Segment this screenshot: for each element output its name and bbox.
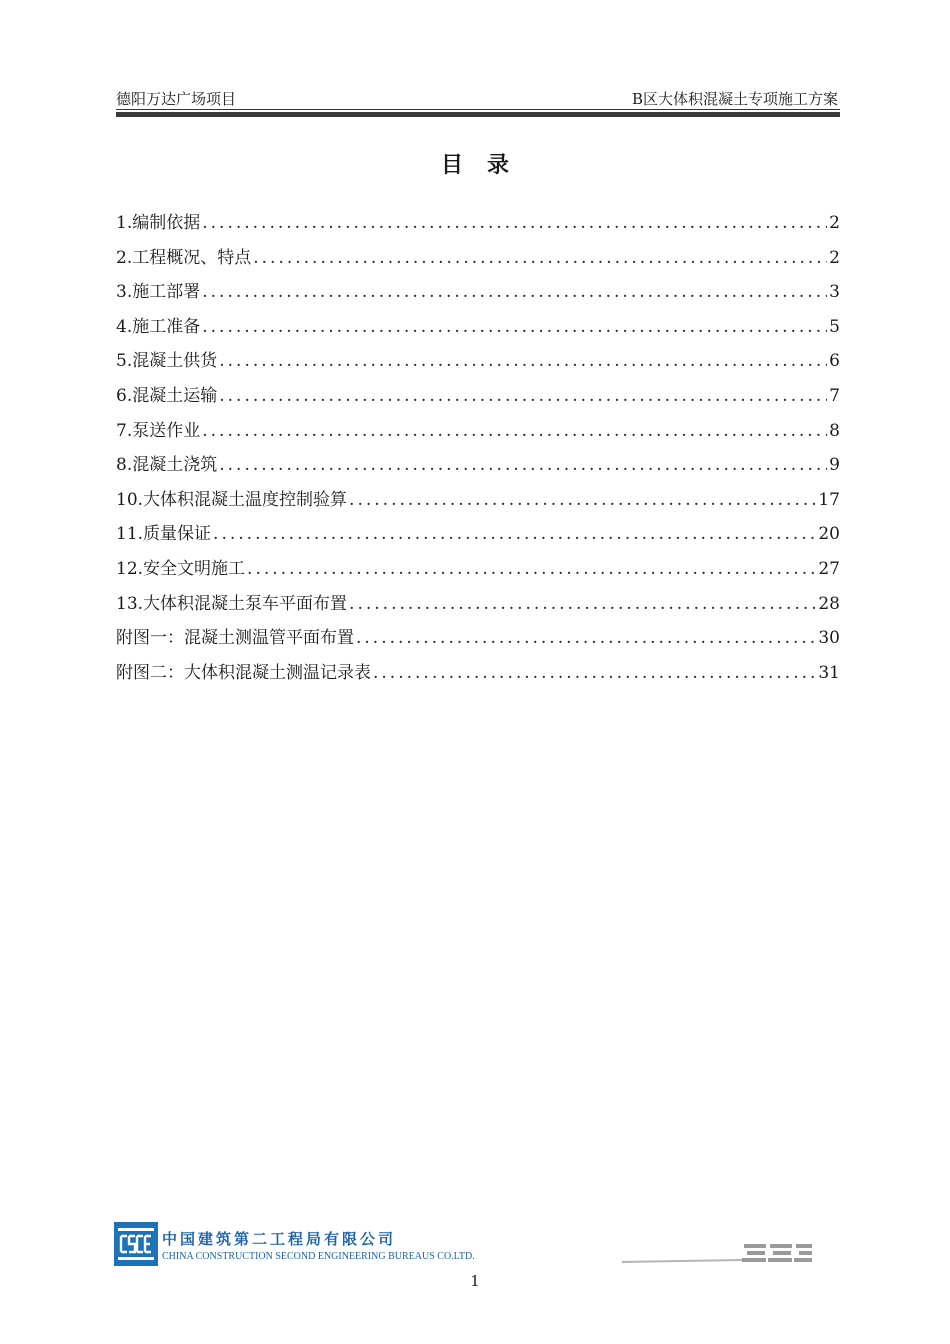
toc-dot-leader <box>202 421 827 441</box>
toc-dot-leader <box>202 282 827 302</box>
toc-dot-leader <box>349 594 816 614</box>
toc-entry-page: 2 <box>829 213 840 233</box>
toc-entry[interactable] <box>116 589 840 624</box>
toc-entry-page: 8 <box>829 420 840 441</box>
toc-entry-label: 8.混凝土浇筑 <box>116 455 218 476</box>
toc-entry-page: 5 <box>829 316 840 337</box>
toc-entry-label: 6.混凝土运输 <box>116 385 218 406</box>
toc-dot-leader <box>219 455 827 475</box>
toc-entry-page: 17 <box>818 489 840 510</box>
toc-entry[interactable] <box>116 623 840 658</box>
toc-dot-leader <box>253 248 827 268</box>
toc-entry[interactable] <box>116 312 840 347</box>
toc-entry-label: 12.安全文明施工 <box>116 558 246 579</box>
toc-entry-label: 1.编制依据 <box>116 213 201 233</box>
toc-entry[interactable] <box>116 554 840 589</box>
company-name-en: CHINA CONSTRUCTION SECOND ENGINEERING BUREAUS CO.LTD. <box>162 1251 475 1262</box>
toc-entry-label: 4.施工准备 <box>116 316 201 337</box>
toc-entry[interactable] <box>116 346 840 381</box>
toc-dot-leader <box>202 317 827 337</box>
toc-dot-leader <box>247 559 816 579</box>
toc-entry-label: 2.工程概况、特点 <box>116 247 252 268</box>
toc-entry-page: 3 <box>829 282 840 303</box>
toc-dot-leader <box>373 663 816 683</box>
toc-dot-leader <box>356 628 816 648</box>
toc-entry-label: 附图二：大体积混凝土测温记录表 <box>116 662 371 683</box>
toc-dot-leader <box>213 524 816 544</box>
toc-entry[interactable] <box>116 450 840 485</box>
toc-entry-page: 7 <box>829 385 840 406</box>
toc-entry-label: 11.质量保证 <box>116 524 212 545</box>
header-project-name: 德阳万达广场项目 <box>116 90 237 108</box>
toc-entry-label: 3.施工部署 <box>116 282 201 303</box>
toc-entry-page: 27 <box>818 558 840 579</box>
toc-entry[interactable] <box>116 381 840 416</box>
toc-entry-page: 28 <box>818 593 840 614</box>
toc-entry[interactable] <box>116 416 840 451</box>
header-rule-thin <box>116 109 840 110</box>
header-document-title: B区大体积混凝土专项施工方案 <box>631 90 838 108</box>
toc-entry[interactable] <box>116 519 840 554</box>
toc-entry-page: 30 <box>818 628 840 649</box>
toc-entry-label: 7.泵送作业 <box>116 420 201 441</box>
toc-entry-page: 9 <box>829 455 840 476</box>
toc-dot-leader <box>219 386 827 406</box>
toc-entry-label: 附图一：混凝土测温管平面布置 <box>116 628 354 649</box>
toc-entry[interactable] <box>116 243 840 278</box>
toc-dot-leader <box>349 490 816 510</box>
toc-entry-label: 5.混凝土供货 <box>116 351 218 372</box>
toc-dot-leader <box>219 351 827 371</box>
toc-entry[interactable] <box>116 658 840 693</box>
page-number: 1 <box>470 1272 480 1290</box>
toc-entry-label: 13.大体积混凝土泵车平面布置 <box>116 593 348 614</box>
toc-entry-page: 20 <box>818 524 840 545</box>
cscec-logo-icon <box>114 1222 158 1266</box>
company-name-cn: 中国建筑第二工程局有限公司 <box>162 1230 397 1248</box>
header-rule-thick <box>116 112 840 117</box>
toc-title: 目录 <box>440 152 533 178</box>
toc-entry-page: 2 <box>829 247 840 268</box>
company-name-block <box>162 1228 475 1262</box>
toc-entry-page: 6 <box>829 351 840 372</box>
toc-entry-label: 10.大体积混凝土温度控制验算 <box>116 489 348 510</box>
toc-entry[interactable] <box>116 208 840 243</box>
page-header <box>116 88 840 108</box>
toc-entry[interactable] <box>116 277 840 312</box>
decorative-stripe-icon <box>622 1236 814 1270</box>
toc-entry[interactable] <box>116 485 840 520</box>
table-of-contents <box>116 208 840 692</box>
toc-entry-page: 31 <box>818 662 840 683</box>
toc-dot-leader <box>202 213 827 233</box>
